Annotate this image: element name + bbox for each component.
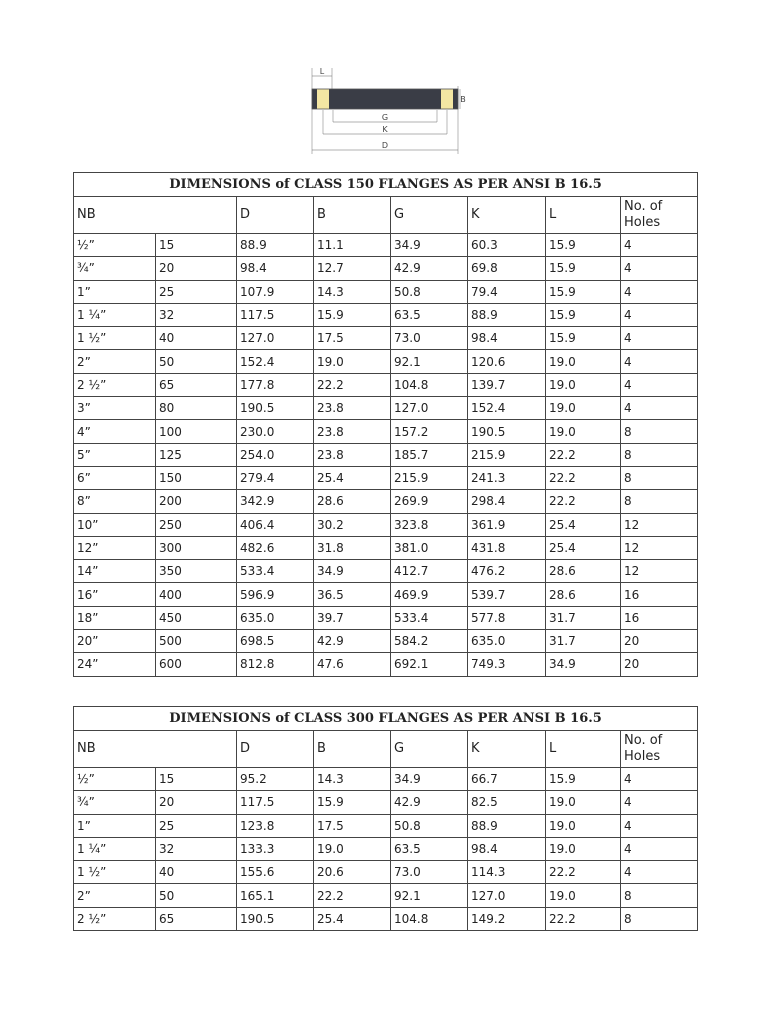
table-cell: 42.9 (314, 630, 391, 653)
table-cell: 92.1 (391, 350, 468, 373)
table-cell: 157.2 (391, 420, 468, 443)
table-cell: 28.6 (314, 490, 391, 513)
table-row (74, 420, 698, 443)
table-cell: 28.6 (546, 560, 621, 583)
table-cell: 19.0 (314, 837, 391, 860)
table-cell: 12 (621, 513, 698, 536)
table-cell: 4 (621, 373, 698, 396)
table-cell: 73.0 (391, 327, 468, 350)
table-cell: 596.9 (237, 583, 314, 606)
table-cell: 19.0 (546, 373, 621, 396)
diagram-label-d: D (381, 141, 389, 150)
table-cell: 4 (621, 768, 698, 791)
diagram-label-b: B (460, 95, 466, 104)
table-cell: 4 (621, 397, 698, 420)
table-cell: 431.8 (468, 536, 546, 559)
table-cell: 749.3 (468, 653, 546, 676)
table-cell: 42.9 (391, 791, 468, 814)
table-cell: 8 (621, 420, 698, 443)
diagram-label-l: L (319, 67, 325, 76)
table-cell: 19.0 (546, 814, 621, 837)
table-cell: 230.0 (237, 420, 314, 443)
table-cell: 2” (74, 884, 156, 907)
table-cell: 482.6 (237, 536, 314, 559)
table-cell: 98.4 (468, 327, 546, 350)
column-header: G (391, 731, 468, 768)
table-cell: 19.0 (546, 837, 621, 860)
table-header-row (74, 197, 698, 234)
table-cell: 22.2 (546, 490, 621, 513)
table-row (74, 373, 698, 396)
table-cell: 22.2 (314, 373, 391, 396)
table-cell: 4 (621, 327, 698, 350)
table-cell: 20” (74, 630, 156, 653)
table-cell: 24” (74, 653, 156, 676)
table-cell: 34.9 (546, 653, 621, 676)
table-cell: 98.4 (237, 257, 314, 280)
diagram-label-g: G (381, 113, 389, 122)
flange-diagram (305, 66, 465, 156)
column-header: K (468, 197, 546, 234)
column-header: No. of Holes (621, 731, 698, 768)
table-cell: 3” (74, 397, 156, 420)
table-row (74, 257, 698, 280)
table-row (74, 350, 698, 373)
table-cell: 1 ½” (74, 327, 156, 350)
table-cell: 107.9 (237, 280, 314, 303)
table-cell: 15.9 (546, 327, 621, 350)
table-cell: 361.9 (468, 513, 546, 536)
table-row (74, 560, 698, 583)
table-cell: 4 (621, 791, 698, 814)
table-cell: 73.0 (391, 861, 468, 884)
column-header: No. of Holes (621, 197, 698, 234)
table-cell: 533.4 (237, 560, 314, 583)
table-cell: 635.0 (237, 606, 314, 629)
table-cell: 63.5 (391, 303, 468, 326)
table-cell: 20 (156, 791, 237, 814)
table-cell: 123.8 (237, 814, 314, 837)
table-cell: 117.5 (237, 791, 314, 814)
table-cell: 165.1 (237, 884, 314, 907)
table-cell: 31.8 (314, 536, 391, 559)
table-cell: 25 (156, 280, 237, 303)
table-row (74, 466, 698, 489)
table-cell: 342.9 (237, 490, 314, 513)
table-cell: 28.6 (546, 583, 621, 606)
table-row (74, 630, 698, 653)
table-cell: 19.0 (314, 350, 391, 373)
table-cell: ¾” (74, 791, 156, 814)
table-cell: 25.4 (546, 536, 621, 559)
column-header: L (546, 197, 621, 234)
table-cell: 8 (621, 466, 698, 489)
table-cell: 20 (621, 630, 698, 653)
table-cell: 2 ½” (74, 907, 156, 930)
table-cell: 250 (156, 513, 237, 536)
table-cell: 190.5 (237, 907, 314, 930)
table-cell: 36.5 (314, 583, 391, 606)
table-cell: 50 (156, 350, 237, 373)
table-cell: 22.2 (546, 466, 621, 489)
table-cell: 15.9 (546, 234, 621, 257)
table-cell: 127.0 (468, 884, 546, 907)
table-cell: 300 (156, 536, 237, 559)
column-header: K (468, 731, 546, 768)
table-cell: 600 (156, 653, 237, 676)
table-cell: 100 (156, 420, 237, 443)
table-cell: 539.7 (468, 583, 546, 606)
table-cell: 584.2 (391, 630, 468, 653)
table-cell: 95.2 (237, 768, 314, 791)
table-cell: 98.4 (468, 837, 546, 860)
table-cell: 450 (156, 606, 237, 629)
table-cell: 12.7 (314, 257, 391, 280)
table-cell: 1 ½” (74, 861, 156, 884)
table-cell: 69.8 (468, 257, 546, 280)
table-cell: 149.2 (468, 907, 546, 930)
class-150-table (73, 172, 698, 677)
table-row (74, 513, 698, 536)
table-cell: 19.0 (546, 397, 621, 420)
table-cell: 17.5 (314, 814, 391, 837)
table-row (74, 536, 698, 559)
table-cell: 20 (621, 653, 698, 676)
column-header: B (314, 731, 391, 768)
table-cell: 16” (74, 583, 156, 606)
table-cell: 150 (156, 466, 237, 489)
table-cell: 812.8 (237, 653, 314, 676)
table-cell: 5” (74, 443, 156, 466)
table-cell: 15.9 (546, 303, 621, 326)
column-header: D (237, 197, 314, 234)
table-cell: 50.8 (391, 280, 468, 303)
table-cell: 10” (74, 513, 156, 536)
column-header: B (314, 197, 391, 234)
table-cell: 698.5 (237, 630, 314, 653)
table-cell: 66.7 (468, 768, 546, 791)
table-cell: 4 (621, 861, 698, 884)
table-cell: 20 (156, 257, 237, 280)
table-cell: 19.0 (546, 884, 621, 907)
table-cell: 381.0 (391, 536, 468, 559)
table-cell: 15.9 (546, 280, 621, 303)
table-cell: 31.7 (546, 606, 621, 629)
table-cell: 127.0 (237, 327, 314, 350)
table-cell: 60.3 (468, 234, 546, 257)
table-cell: 400 (156, 583, 237, 606)
table-row (74, 768, 698, 791)
table-row (74, 653, 698, 676)
table-cell: 23.8 (314, 397, 391, 420)
table-cell: 104.8 (391, 373, 468, 396)
table-cell: 152.4 (468, 397, 546, 420)
table-cell: 92.1 (391, 884, 468, 907)
column-header: NB (74, 731, 237, 768)
table-cell: 6” (74, 466, 156, 489)
table-cell: 8 (621, 884, 698, 907)
table-title: DIMENSIONS of CLASS 300 FLANGES AS PER ANSI B 16.5 (74, 707, 698, 731)
table-cell: 40 (156, 327, 237, 350)
table-row (74, 606, 698, 629)
column-header: NB (74, 197, 237, 234)
table-row (74, 280, 698, 303)
table-cell: ¾” (74, 257, 156, 280)
table-cell: 139.7 (468, 373, 546, 396)
table-cell: 14.3 (314, 768, 391, 791)
table-cell: 79.4 (468, 280, 546, 303)
table-cell: 30.2 (314, 513, 391, 536)
table-row (74, 861, 698, 884)
table-cell: 4” (74, 420, 156, 443)
table-cell: 125 (156, 443, 237, 466)
table-cell: 19.0 (546, 791, 621, 814)
column-header: D (237, 731, 314, 768)
table-cell: 406.4 (237, 513, 314, 536)
table-cell: 22.2 (314, 884, 391, 907)
column-header: L (546, 731, 621, 768)
table-cell: 25.4 (314, 907, 391, 930)
table-row (74, 791, 698, 814)
table-cell: 215.9 (468, 443, 546, 466)
table-cell: 19.0 (546, 420, 621, 443)
table-cell: 63.5 (391, 837, 468, 860)
table-cell: 1” (74, 280, 156, 303)
table-cell: 4 (621, 814, 698, 837)
table-cell: 15.9 (546, 257, 621, 280)
table-cell: 635.0 (468, 630, 546, 653)
table-cell: 50 (156, 884, 237, 907)
table-cell: 577.8 (468, 606, 546, 629)
table-row (74, 583, 698, 606)
table-cell: 4 (621, 350, 698, 373)
table-row (74, 884, 698, 907)
table-cell: 476.2 (468, 560, 546, 583)
table-header-row (74, 731, 698, 768)
table-cell: 4 (621, 303, 698, 326)
table-cell: 500 (156, 630, 237, 653)
table-cell: 298.4 (468, 490, 546, 513)
table-cell: 8” (74, 490, 156, 513)
table-cell: 190.5 (237, 397, 314, 420)
table-cell: 4 (621, 234, 698, 257)
table-cell: 34.9 (314, 560, 391, 583)
table-cell: 133.3 (237, 837, 314, 860)
table-cell: 15 (156, 234, 237, 257)
table-cell: 8 (621, 490, 698, 513)
table-cell: 190.5 (468, 420, 546, 443)
class-300-table (73, 706, 698, 931)
table-cell: 254.0 (237, 443, 314, 466)
table-cell: 65 (156, 907, 237, 930)
table-cell: 20.6 (314, 861, 391, 884)
table-cell: 12 (621, 560, 698, 583)
table-cell: 412.7 (391, 560, 468, 583)
table-cell: 23.8 (314, 420, 391, 443)
table-cell: 39.7 (314, 606, 391, 629)
table-cell: 117.5 (237, 303, 314, 326)
table-cell: 82.5 (468, 791, 546, 814)
table-cell: 1 ¼” (74, 303, 156, 326)
table-title-row (74, 707, 698, 731)
table-cell: 80 (156, 397, 237, 420)
table-cell: 15.9 (314, 791, 391, 814)
table-cell: 114.3 (468, 861, 546, 884)
table-cell: 155.6 (237, 861, 314, 884)
table-cell: 2” (74, 350, 156, 373)
table-cell: 269.9 (391, 490, 468, 513)
table-row (74, 303, 698, 326)
table-cell: 50.8 (391, 814, 468, 837)
table-cell: 4 (621, 257, 698, 280)
table-row (74, 837, 698, 860)
table-cell: 120.6 (468, 350, 546, 373)
table-cell: 177.8 (237, 373, 314, 396)
table-cell: 42.9 (391, 257, 468, 280)
diagram-label-k: K (382, 125, 388, 134)
table-cell: 16 (621, 606, 698, 629)
table-cell: 469.9 (391, 583, 468, 606)
table-cell: 2 ½” (74, 373, 156, 396)
table-cell: 14.3 (314, 280, 391, 303)
table-cell: 34.9 (391, 234, 468, 257)
table-cell: 16 (621, 583, 698, 606)
table-cell: 15.9 (546, 768, 621, 791)
table-cell: 18” (74, 606, 156, 629)
table-title-row (74, 173, 698, 197)
table-cell: 22.2 (546, 907, 621, 930)
table-cell: 4 (621, 280, 698, 303)
table-cell: 12” (74, 536, 156, 559)
table-cell: 22.2 (546, 443, 621, 466)
table-cell: 8 (621, 907, 698, 930)
table-cell: 1 ¼” (74, 837, 156, 860)
table-row (74, 327, 698, 350)
table-cell: 279.4 (237, 466, 314, 489)
table-cell: 32 (156, 303, 237, 326)
table-cell: 47.6 (314, 653, 391, 676)
table-cell: 11.1 (314, 234, 391, 257)
table-cell: 23.8 (314, 443, 391, 466)
table-cell: 127.0 (391, 397, 468, 420)
table-cell: 19.0 (546, 350, 621, 373)
table-cell: 533.4 (391, 606, 468, 629)
table-cell: 25 (156, 814, 237, 837)
table-cell: 14” (74, 560, 156, 583)
table-cell: 241.3 (468, 466, 546, 489)
table-row (74, 490, 698, 513)
table-cell: 200 (156, 490, 237, 513)
column-header: G (391, 197, 468, 234)
table-cell: 12 (621, 536, 698, 559)
table-cell: 1” (74, 814, 156, 837)
table-cell: 185.7 (391, 443, 468, 466)
table-row (74, 443, 698, 466)
table-cell: ½” (74, 234, 156, 257)
table-cell: 88.9 (468, 814, 546, 837)
table-cell: 4 (621, 837, 698, 860)
table-cell: 104.8 (391, 907, 468, 930)
table-cell: 15 (156, 768, 237, 791)
table-cell: 65 (156, 373, 237, 396)
table-cell: 692.1 (391, 653, 468, 676)
table-cell: 152.4 (237, 350, 314, 373)
table-title: DIMENSIONS of CLASS 150 FLANGES AS PER ANSI B 16.5 (74, 173, 698, 197)
table-cell: 32 (156, 837, 237, 860)
table-row (74, 907, 698, 930)
table-cell: 8 (621, 443, 698, 466)
table-cell: 17.5 (314, 327, 391, 350)
table-cell: 323.8 (391, 513, 468, 536)
table-cell: ½” (74, 768, 156, 791)
table-cell: 215.9 (391, 466, 468, 489)
table-cell: 31.7 (546, 630, 621, 653)
table-cell: 34.9 (391, 768, 468, 791)
table-row (74, 234, 698, 257)
table-cell: 15.9 (314, 303, 391, 326)
table-row (74, 397, 698, 420)
table-row (74, 814, 698, 837)
table-cell: 350 (156, 560, 237, 583)
table-cell: 88.9 (237, 234, 314, 257)
table-cell: 22.2 (546, 861, 621, 884)
table-cell: 40 (156, 861, 237, 884)
table-cell: 25.4 (314, 466, 391, 489)
table-cell: 25.4 (546, 513, 621, 536)
table-cell: 88.9 (468, 303, 546, 326)
